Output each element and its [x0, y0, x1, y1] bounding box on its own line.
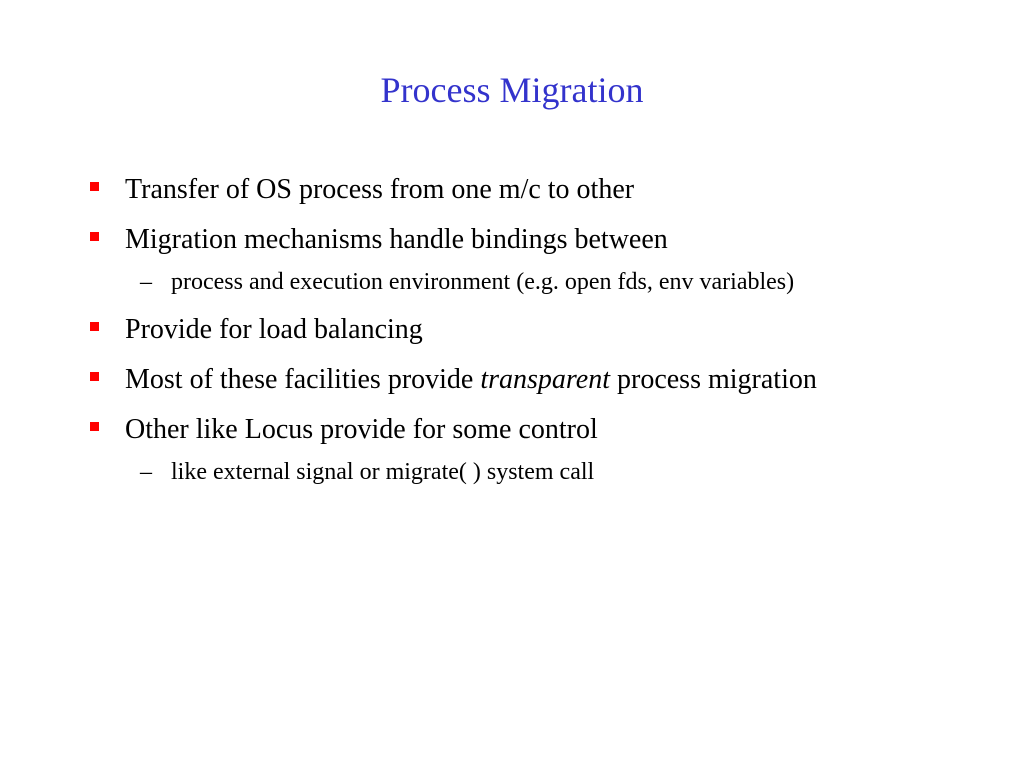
bullet-text-start: Most of these facilities provide	[125, 364, 481, 395]
sub-bullet-item	[88, 266, 848, 298]
emphasized-term: transparent	[480, 364, 610, 395]
sub-bullet-text: like external signal or migrate( ) system call	[171, 459, 595, 485]
bullet-item	[88, 410, 848, 450]
bullet-list	[88, 170, 848, 500]
square-bullet-icon	[90, 422, 99, 431]
sub-bullet-item	[88, 456, 848, 488]
bullet-text: Provide for load balancing	[125, 314, 423, 345]
bullet-text: Other like Locus provide for some control	[125, 414, 598, 445]
square-bullet-icon	[90, 372, 99, 381]
dash-bullet-icon: –	[140, 459, 152, 485]
square-bullet-icon	[90, 182, 99, 191]
sub-bullet-text: process and execution environment (e.g. open fds, env variables)	[171, 269, 795, 295]
bullet-item	[88, 220, 848, 260]
slide-title: Process Migration	[380, 70, 644, 110]
bullet-item	[88, 170, 848, 210]
square-bullet-icon	[90, 232, 99, 241]
bullet-text-end: process migration	[610, 364, 817, 395]
bullet-item	[88, 360, 848, 400]
bullet-item	[88, 310, 848, 350]
bullet-text: Migration mechanisms handle bindings between	[125, 224, 668, 255]
dash-bullet-icon: –	[140, 269, 152, 295]
square-bullet-icon	[90, 322, 99, 331]
bullet-text: Transfer of OS process from one m/c to other	[125, 174, 635, 205]
